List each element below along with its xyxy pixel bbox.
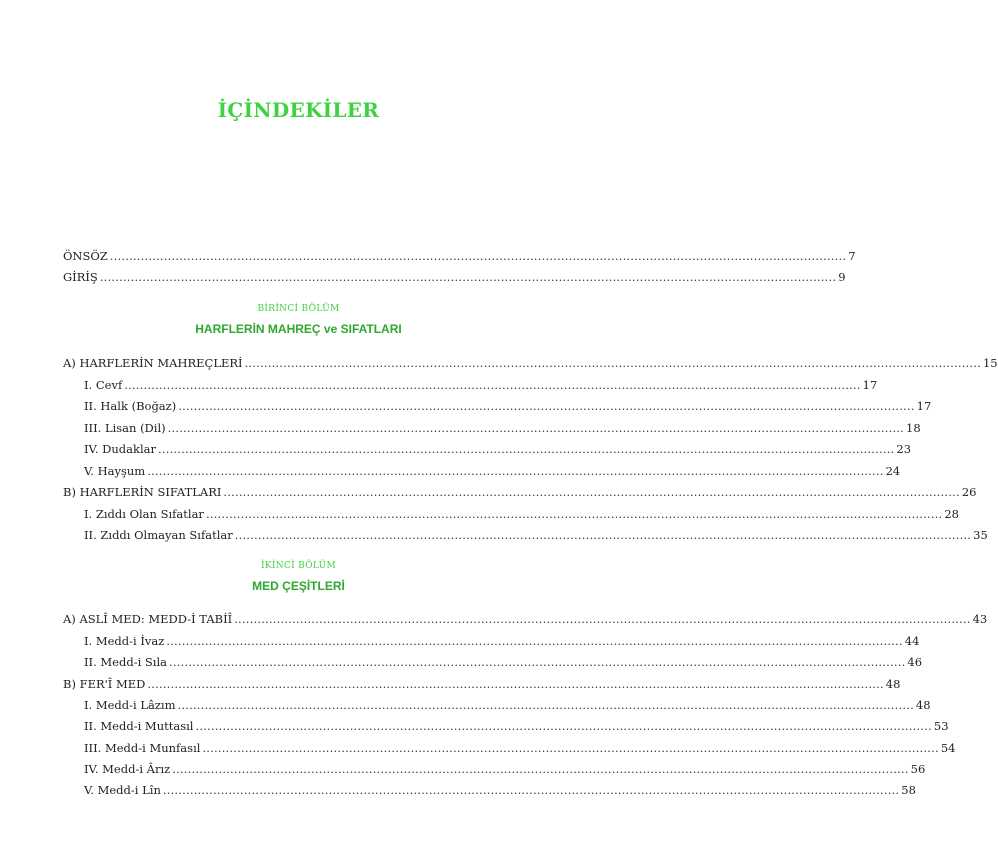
toc-entry-page: 26 (961, 485, 977, 499)
toc-entry-page: 53 (933, 719, 949, 733)
toc-entry-label: I. Medd-i İvaz (84, 634, 165, 648)
toc-entry-onsoz[interactable] (63, 248, 856, 264)
toc-entry-page: 48 (885, 677, 901, 691)
leader-dots: ............................................................................................................................................................................................... (162, 783, 900, 797)
leader-dots: ............................................................................................................................................................................................... (167, 421, 905, 435)
toc-entry-label: V. Hayşum (84, 464, 146, 478)
leader-dots: ............................................................................................................................................................................................... (147, 677, 884, 691)
toc-entry-part2-a[interactable] (63, 611, 988, 627)
toc-entry-label: I. Zıddı Olan Sıfatlar (84, 507, 204, 521)
leader-dots: ............................................................................................................................................................................................... (234, 612, 971, 626)
toc-entry-page: 28 (944, 507, 959, 521)
leader-dots: ............................................................................................................................................................................................... (158, 442, 895, 456)
toc-entry-giris[interactable] (63, 269, 846, 285)
leader-dots: ............................................................................................................................................................................................... (177, 698, 914, 712)
toc-entry-part1-a[interactable] (63, 355, 998, 371)
toc-entry-label: B) FER'Î MED (63, 677, 146, 691)
toc-entry-page: 17 (916, 399, 932, 413)
toc-entry-label: I. Cevf (84, 378, 123, 392)
toc-entry-page: 7 (848, 249, 856, 263)
toc-entry-page: 15 (982, 356, 998, 370)
toc-entry-page: 54 (940, 741, 956, 755)
toc-entry-page: 18 (906, 421, 921, 435)
toc-entry-part1-a-5[interactable] (84, 463, 901, 479)
toc-entry-label: B) HARFLERİN SIFATLARI (63, 485, 222, 499)
leader-dots: ............................................................................................................................................................................................... (169, 655, 906, 669)
toc-entry-part2-b-3[interactable] (84, 740, 956, 756)
toc-entry-label: II. Medd-i Muttasıl (84, 719, 194, 733)
toc-entry-page: 24 (885, 464, 901, 478)
toc-entry-label: II. Medd-i Sıla (84, 655, 168, 669)
toc-entry-page: 23 (896, 442, 912, 456)
toc-entry-label: A) ASLÎ MED: MEDD-İ TABİÎ (63, 612, 233, 626)
toc-entry-page: 46 (907, 655, 923, 669)
toc-entry-page: 9 (838, 270, 846, 284)
toc-entry-page: 43 (972, 612, 988, 626)
leader-dots: ............................................................................................................................................................................................... (244, 356, 981, 370)
toc-entry-part2-b-1[interactable] (84, 697, 931, 713)
toc-entry-label: ÖNSÖZ (63, 249, 108, 263)
part2-label: İKİNCİ BÖLÜM (260, 561, 337, 571)
toc-entry-label: II. Zıddı Olmayan Sıfatlar (84, 528, 233, 542)
leader-dots: ............................................................................................................................................................................................... (166, 634, 903, 648)
toc-entry-page: 58 (901, 783, 916, 797)
leader-dots: ............................................................................................................................................................................................... (172, 762, 909, 776)
part1-label: BİRİNCİ BÖLÜM (257, 304, 340, 314)
toc-entry-label: III. Lisan (Dil) (84, 421, 166, 435)
toc-entry-part1-a-3[interactable] (84, 420, 921, 436)
toc-entry-label: IV. Dudaklar (84, 442, 156, 456)
page-title: İÇİNDEKİLER (217, 98, 380, 122)
leader-dots: ............................................................................................................................................................................................... (178, 399, 915, 413)
part1-title: HARFLERİN MAHREÇ ve SIFATLARI (195, 322, 402, 336)
toc-entry-part1-b[interactable] (63, 484, 977, 500)
leader-dots: ............................................................................................................................................................................................... (205, 507, 943, 521)
leader-dots: ............................................................................................................................................................................................... (234, 528, 972, 542)
toc-entry-page: 44 (904, 634, 920, 648)
toc-entry-page: 56 (910, 762, 926, 776)
toc-entry-part2-b-5[interactable] (84, 782, 916, 798)
toc-entry-page: 48 (915, 698, 931, 712)
toc-entry-label: A) HARFLERİN MAHREÇLERİ (63, 356, 243, 370)
toc-entry-label: IV. Medd-i Ârız (84, 762, 171, 776)
toc-entry-part1-b-2[interactable] (84, 527, 988, 543)
leader-dots: ............................................................................................................................................................................................... (223, 485, 960, 499)
toc-entry-part2-a-2[interactable] (84, 654, 923, 670)
toc-entry-part2-b[interactable] (63, 676, 901, 692)
leader-dots: ............................................................................................................................................................................................... (147, 464, 884, 478)
toc-entry-label: V. Medd-i Lîn (84, 783, 161, 797)
toc-entry-part2-b-4[interactable] (84, 761, 926, 777)
leader-dots: ............................................................................................................................................................................................... (99, 270, 837, 284)
toc-entry-part1-b-1[interactable] (84, 506, 959, 522)
leader-dots: ............................................................................................................................................................................................... (109, 249, 847, 263)
toc-entry-part2-a-1[interactable] (84, 633, 920, 649)
toc-entry-part1-a-2[interactable] (84, 398, 932, 414)
toc-entry-label: GİRİŞ (63, 270, 98, 284)
leader-dots: ............................................................................................................................................................................................... (195, 719, 932, 733)
leader-dots: ............................................................................................................................................................................................... (124, 378, 861, 392)
toc-entry-label: I. Medd-i Lâzım (84, 698, 176, 712)
toc-entry-part2-b-2[interactable] (84, 718, 949, 734)
toc-entry-label: III. Medd-i Munfasıl (84, 741, 201, 755)
toc-entry-page: 17 (862, 378, 878, 392)
part2-title: MED ÇEŞİTLERİ (252, 579, 345, 593)
toc-entry-label: II. Halk (Boğaz) (84, 399, 177, 413)
leader-dots: ............................................................................................................................................................................................... (202, 741, 939, 755)
toc-entry-page: 35 (973, 528, 988, 542)
toc-entry-part1-a-4[interactable] (84, 441, 912, 457)
toc-entry-part1-a-1[interactable] (84, 377, 878, 393)
